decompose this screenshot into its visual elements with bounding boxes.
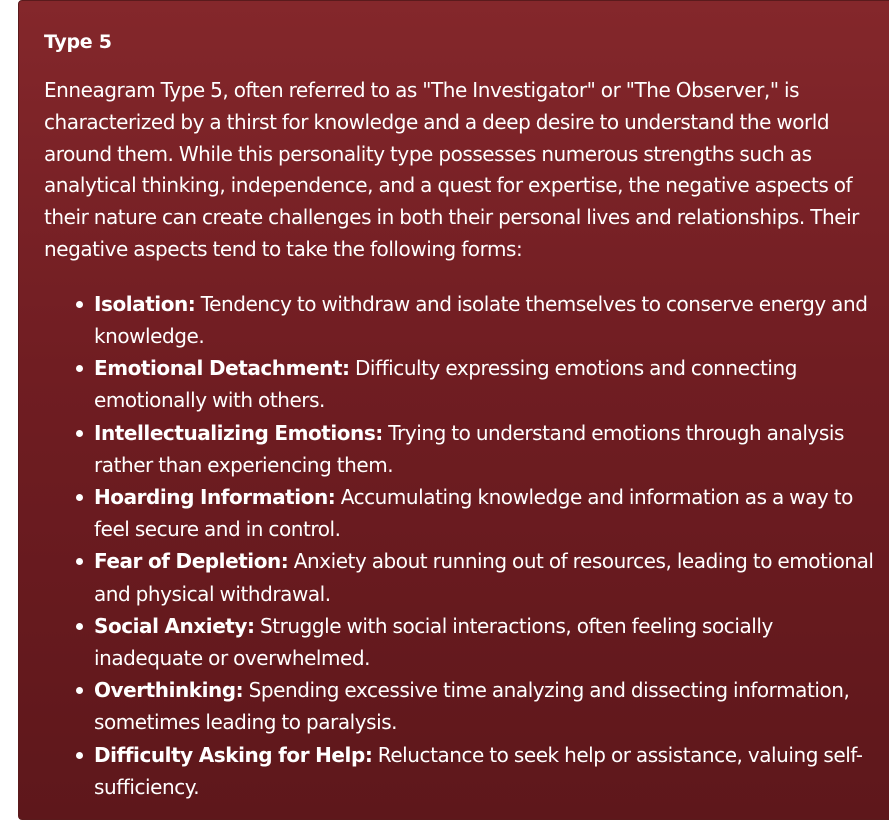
list-item [94, 417, 877, 481]
list-item [94, 352, 877, 416]
type-5-card [18, 0, 889, 820]
list-item [94, 545, 877, 609]
item-description: Difficulty expressing emotions and connecting emotionally with others. [94, 356, 797, 413]
list-item [94, 481, 877, 545]
item-description: Accumulating knowledge and information as a way to feel secure and in control. [94, 485, 853, 542]
item-term: Hoarding Information: [94, 485, 336, 509]
item-description: Trying to understand emotions through analysis rather than experiencing them. [94, 420, 844, 477]
list-item [94, 610, 877, 674]
item-description: Anxiety about running out of resources, leading to emotional and physical withdrawal. [94, 549, 874, 606]
negative-aspects-list [44, 288, 877, 803]
item-description: Tendency to withdraw and isolate themselves to conserve energy and knowledge. [94, 291, 868, 348]
list-item [94, 288, 877, 352]
item-term: Fear of Depletion: [94, 549, 289, 574]
item-description: Struggle with social interactions, often feeling socially inadequate or overwhelmed. [94, 613, 773, 671]
item-term: Difficulty Asking for Help: [94, 742, 373, 767]
item-term: Intellectualizing Emotions: [94, 420, 383, 445]
list-item [94, 674, 877, 738]
intro-paragraph: Enneagram Type 5, often referred to as "The Investigator" or "The Observer," is characterized by a thirst for knowledge and a deep desire to understand the world around them. While this personality type possesses numerous strengths such as analytical thinking, independence, and a quest for expertise, the negative aspects of their nature can create challenges in both their personal lives and relationships. Their negative aspects tend to take the following forms: [44, 78, 859, 261]
list-item [94, 739, 877, 803]
item-description: Spending excessive time analyzing and dissecting information, sometimes leading to paralysis. [94, 678, 850, 735]
item-term: Emotional Detachment: [94, 356, 350, 381]
item-term: Isolation: [94, 291, 196, 316]
card-title: Type 5 [44, 31, 112, 53]
item-term: Social Anxiety: [94, 613, 255, 638]
item-term: Overthinking: [94, 678, 244, 703]
item-description: Reluctance to seek help or assistance, valuing self-sufficiency. [94, 742, 863, 799]
